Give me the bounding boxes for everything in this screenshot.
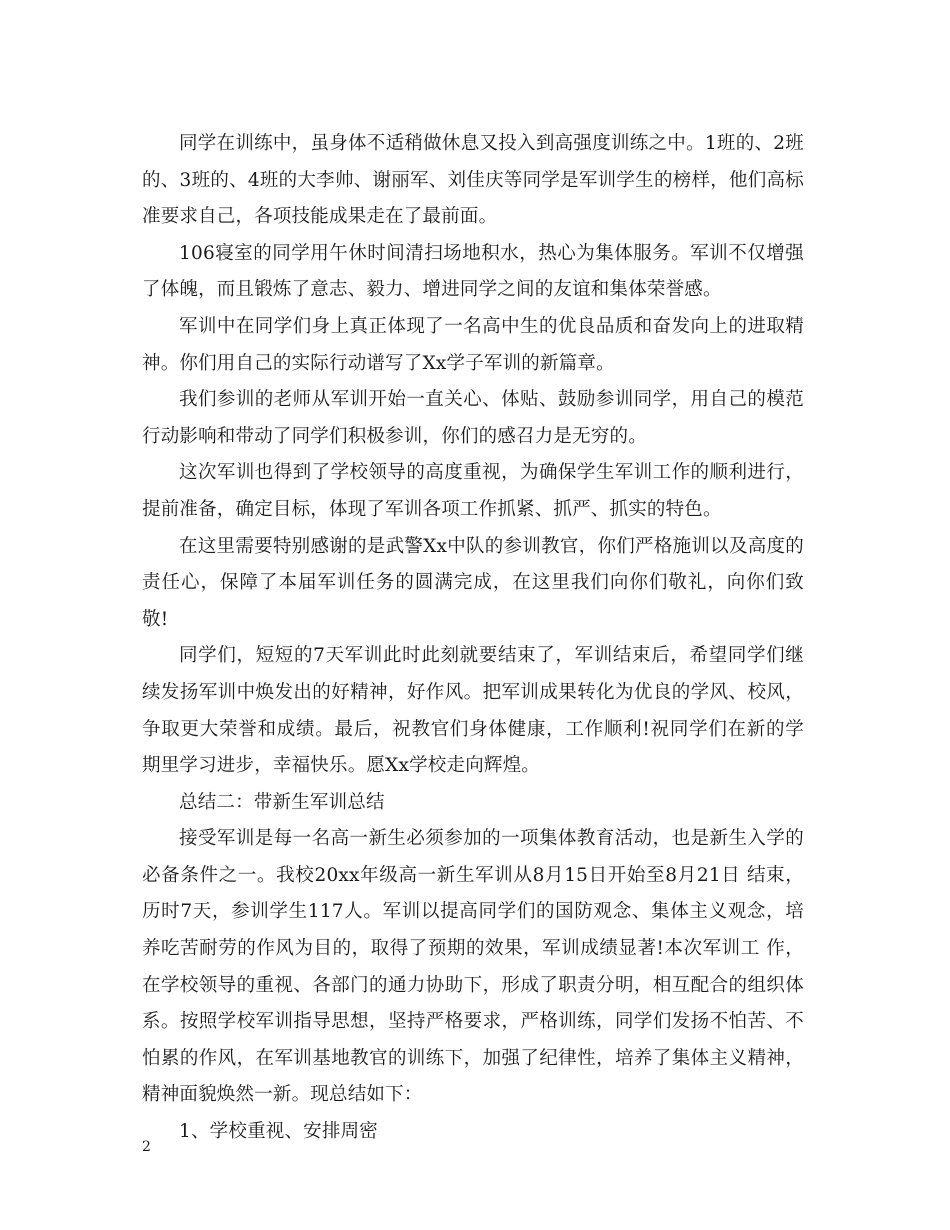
subsection-heading: 1、学校重视、安排周密 bbox=[179, 1121, 378, 1143]
paragraph: 接受军训是每一名高一新生必须参加的一项集体教育活动，也是新生入学的必备条件之一。我校20xx年级高一新生军训从8月15日开始至8月21日 结束，历时7天，参训学生117人。军训以提高同学们的国防观念、集体主义观念，培养吃苦耐劳的作风为目的，取得了预期的效果，军训成绩显著!本次军训工 作，在学校领导的重视、各部门的通力协助下，形成了职责分明，相互配合的组织体系。按照学校军训指导思想，坚持严格要求，严格训练，同学们发扬不怕苦、不怕累的作风，在军训基地教官的训练下，加强了纪律性，培养了集体主义精神，精神面貌焕然一新。现总结如下： bbox=[142, 828, 804, 1106]
paragraph: 军训中在同学们身上真正体现了一名高中生的优良品质和奋发向上的进取精神。你们用自己的实际行动谱写了Xx学子军训的新篇章。 bbox=[142, 315, 804, 374]
page-number: 2 bbox=[142, 1139, 151, 1155]
paragraph: 在这里需要特别感谢的是武警Xx中队的参训教官，你们严格施训以及高度的责任心，保障了本届军训任务的圆满完成，在这里我们向你们敬礼，向你们致敬! bbox=[142, 535, 804, 630]
paragraph: 同学在训练中，虽身体不适稍做休息又投入到高强度训练之中。1班的、2班的、3班的、4班的大李帅、谢丽军、刘佳庆等同学是军训学生的榜样，他们高标准要求自己，各项技能成果走在了最前面。 bbox=[142, 133, 804, 228]
document-body bbox=[142, 126, 804, 1151]
paragraph: 这次军训也得到了学校领导的高度重视，为确保学生军训工作的顺利进行，提前准备，确定目标，体现了军训各项工作抓紧、抓严、抓实的特色。 bbox=[142, 462, 804, 520]
paragraph: 106寝室的同学用午休时间清扫场地积水，热心为集体服务。军训不仅增强了体魄，而且锻炼了意志、毅力、增进同学之间的友谊和集体荣誉感。 bbox=[142, 242, 804, 301]
paragraph: 同学们，短短的7天军训此时此刻就要结束了，军训结束后，希望同学们继续发扬军训中焕发出的好精神，好作风。把军训成果转化为优良的学风、校风，争取更大荣誉和成绩。最后，祝教官们身体健康，工作顺利!祝同学们在新的学期里学习进步，幸福快乐。愿Xx学校走向辉煌。 bbox=[142, 645, 804, 777]
paragraph: 我们参训的老师从军训开始一直关心、体贴、鼓励参训同学，用自己的模范行动影响和带动了同学们积极参训，你们的感召力是无穷的。 bbox=[142, 389, 804, 447]
section-heading: 总结二：带新生军训总结 bbox=[179, 791, 385, 813]
